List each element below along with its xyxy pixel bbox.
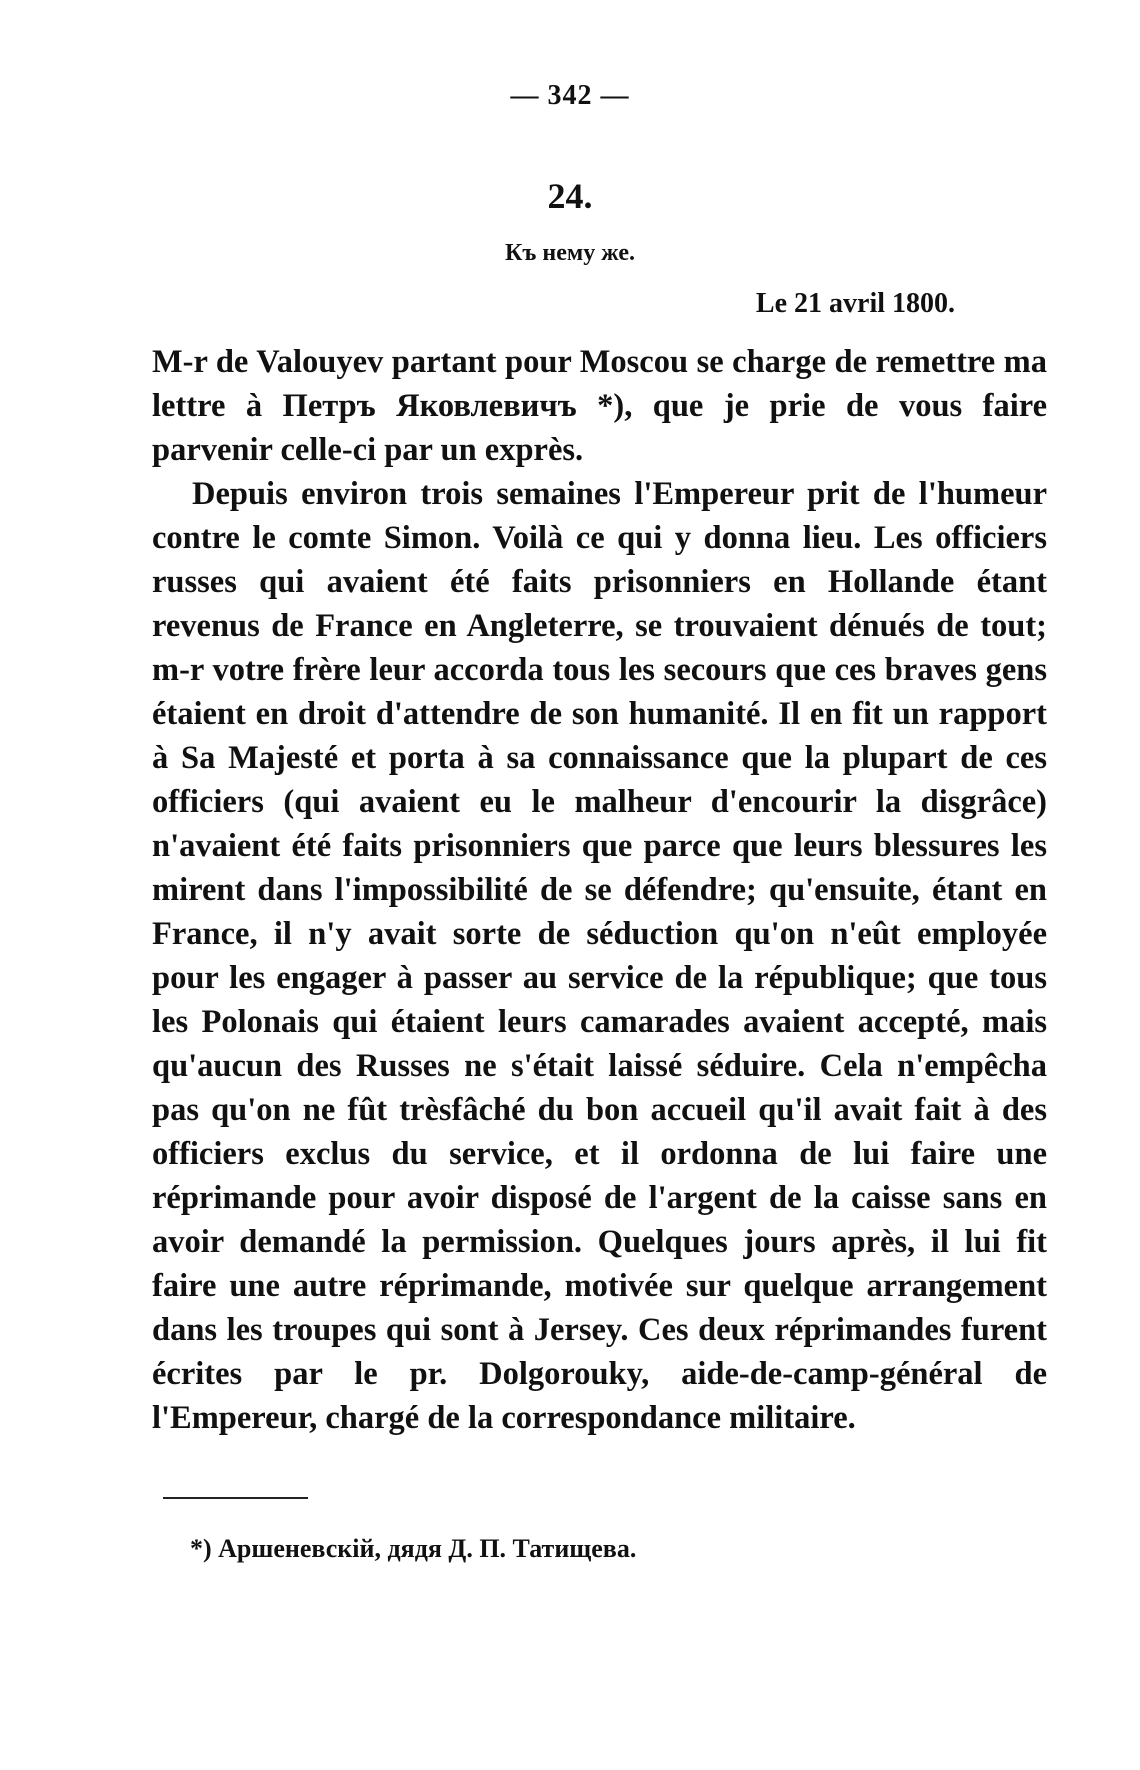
- paragraph: M-r de Valouyev partant pour Moscou se charge de remettre ma lettre à Петръ Яковлевичъ *), que je prie de vous faire parvenir celle-ci par un exprès.: [152, 344, 1047, 468]
- letter-number: 24.: [547, 176, 593, 216]
- letter-body: [152, 340, 1047, 1440]
- footnote-divider: [163, 1497, 308, 1499]
- footnote: *) Аршеневскій, дядя Д. П. Татищева.: [190, 1534, 637, 1563]
- paragraph: Depuis environ trois semaines l'Empereur prit de l'humeur contre le comte Simon. Voilà ce qui y donna lieu. Les officiers russes qui avaient été faits prisonniers en Hollande étant revenus de France en Angleterre, se trouvaient dénués de tout; m-r votre frère leur accorda tous les secours que ces braves gens étaient en droit d'attendre de son humanité. Il en fit un rapport à Sa Majesté et porta à sa connaissance que la plupart de ces officiers (qui avaient eu le malheur d'encourir la disgrâce) n'avaient été faits prisonniers que parce que leurs blessures les mirent dans l'impossibilité de se défendre; qu'ensuite, étant en France, il n'y avait sorte de séduction qu'on n'eût employée pour les engager à passer au service de la république; que tous les Polonais qui étaient leurs camarades avaient accepté, mais qu'aucun des Russes ne s'était laissé séduire. Cela n'empêcha pas qu'on ne fût trèsfâché du bon accueil qu'il avait fait à des officiers exclus du service, et il ordonna de lui faire une réprimande pour avoir disposé de l'argent de la caisse sans en avoir demandé la permission. Quelques jours après, il lui fit faire une autre réprimande, motivée sur quelque arrangement dans les troupes qui sont à Jersey. Ces deux réprimandes furent écrites par le pr. Dolgorouky, aide-de-camp-général de l'Empereur, chargé de la correspondance militaire.: [152, 476, 1047, 1436]
- letter-heading: Къ нему же.: [505, 240, 635, 266]
- letter-date: Le 21 avril 1800.: [755, 288, 955, 319]
- page-number: — 342 —: [510, 80, 630, 111]
